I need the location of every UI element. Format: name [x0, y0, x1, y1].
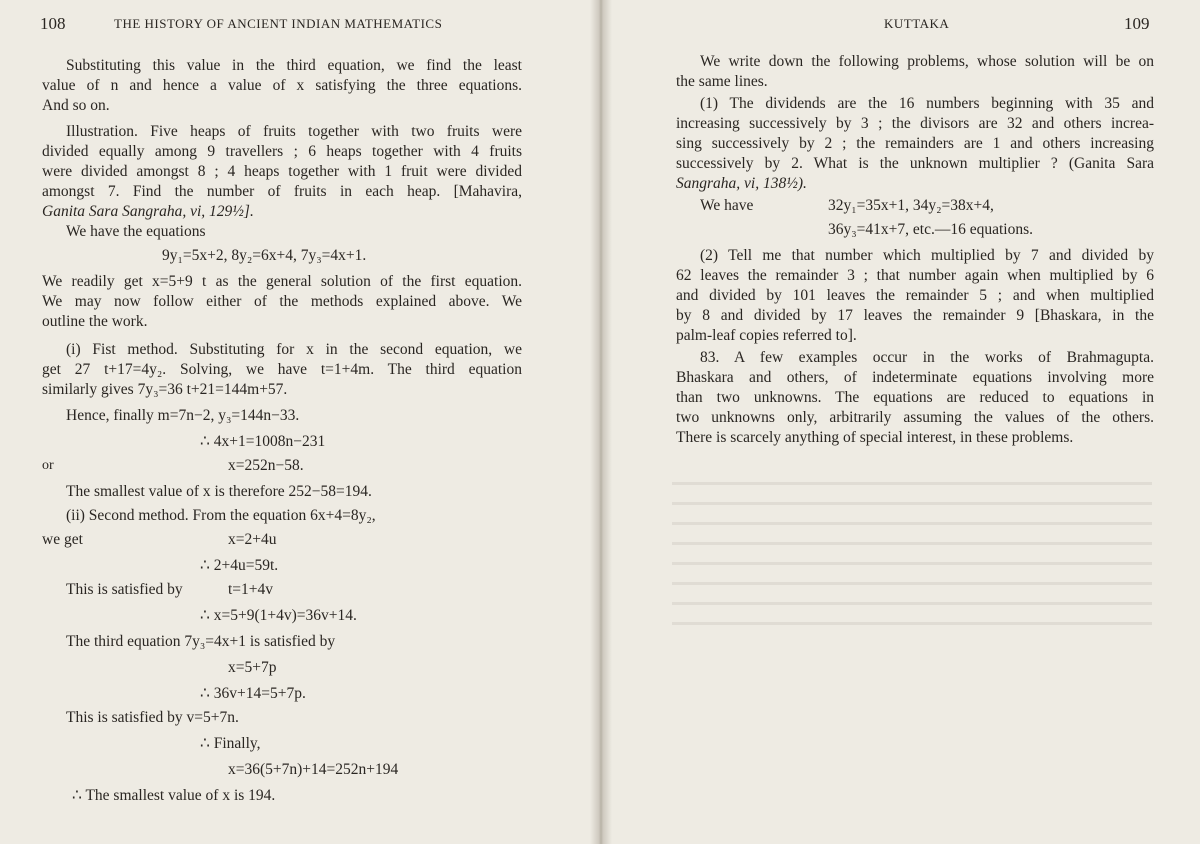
text-line: (1) The dividends are the 16 numbers beginning with 35 and: [700, 95, 1154, 112]
text-line: (i) Fist method. Substituting for x in the second equation, we: [66, 341, 522, 358]
equation: x=36(5+7n)+14=252n+194: [228, 761, 399, 778]
text-line: outline the work.: [42, 313, 148, 330]
equation: x=252n−58.: [228, 457, 304, 474]
text-line: the same lines.: [676, 73, 768, 90]
text-line: This is satisfied by: [66, 581, 183, 598]
equation: ∴ 36v+14=5+7p.: [200, 685, 306, 702]
text-line: two unknowns only, arbitrarily assuming the values of the others.: [676, 409, 1154, 426]
text-line: We may now follow either of the methods explained above. We: [42, 293, 522, 310]
text-line: amongst 7. Find the number of fruits in each heap. [Mahavira,: [42, 183, 522, 200]
text-line: ∴ The smallest value of x is 194.: [72, 787, 276, 804]
equation: x=5+7p: [228, 659, 277, 676]
illustration-line: Illustration. Five heaps of fruits together with two fruits were: [66, 123, 522, 140]
text-line: We readily get x=5+9 t as the general solution of the first equation.: [42, 273, 522, 290]
text-line: ∴ Finally,: [200, 735, 261, 752]
equation: 9y₁=5x+2, 8y₂=6x+4, 7y₃=4x+1.: [162, 247, 367, 264]
text-line: similarly gives 7y₃=36 t+21=144m+57.: [42, 381, 288, 398]
text-line: And so on.: [42, 97, 110, 114]
text-line: than two unknowns. The equations are reduced to equations in: [676, 389, 1154, 406]
equation: ∴ x=5+9(1+4v)=36v+14.: [200, 607, 357, 624]
equation: 32y₁=35x+1, 34y₂=38x+4,: [828, 197, 994, 214]
text-line: (2) Tell me that number which multiplied by 7 and divided by: [700, 247, 1154, 264]
text-line: divided equally among 9 travellers ; 6 heaps together with 4 fruits: [42, 143, 522, 160]
left-page: [0, 0, 598, 844]
equation: t=1+4v: [228, 581, 274, 598]
equation: x=2+4u: [228, 531, 277, 548]
page-number-right: 109: [1124, 14, 1150, 33]
running-head-left: THE HISTORY OF ANCIENT INDIAN MATHEMATICS: [114, 16, 443, 31]
text-line: (ii) Second method. From the equation 6x+4=8y₂,: [66, 507, 376, 524]
text-line: palm-leaf copies referred to].: [676, 327, 857, 344]
show-through-texture: [672, 470, 1152, 640]
text-line: sing successively by 2 ; the remainders are 1 and others increasing: [676, 135, 1154, 152]
text-line: There is scarcely anything of special interest, in these problems.: [676, 429, 1074, 446]
equation: ∴ 4x+1=1008n−231: [200, 433, 326, 450]
text-line: 62 leaves the remainder 3 ; that number again when multiplied by 6: [676, 267, 1154, 284]
text-line: we get: [42, 531, 83, 548]
right-page: [602, 0, 1200, 844]
equation: ∴ 2+4u=59t.: [200, 557, 279, 574]
text-line: by 8 and divided by 17 leaves the remainder 9 [Bhaskara, in the: [676, 307, 1154, 324]
book-gutter: [590, 0, 612, 844]
page-number-left: 108: [40, 14, 66, 33]
text-line: were divided amongst 8 ; 4 heaps together with 1 fruit were divided: [42, 163, 522, 180]
text-line: Hence, finally m=7n−2, y₃=144n−33.: [66, 407, 300, 424]
text-line: We have: [700, 197, 754, 214]
text-line: We have the equations: [66, 223, 206, 240]
text-line: Substituting this value in the third equation, we find the least: [66, 57, 522, 74]
section-83-line: 83. A few examples occur in the works of Brahmagupta.: [700, 349, 1154, 366]
text-line: The smallest value of x is therefore 252−58=194.: [66, 483, 372, 500]
running-head-right: KUTTAKA: [884, 16, 950, 31]
text-line: increasing successively by 3 ; the divisors are 32 and others increa-: [676, 115, 1154, 132]
text-line: The third equation 7y₃=4x+1 is satisfied by: [66, 633, 336, 650]
equation: 36y₃=41x+7, etc.—16 equations.: [828, 221, 1033, 238]
text-line: successively by 2. What is the unknown multiplier ? (Ganita Sara: [676, 155, 1154, 172]
text-line: This is satisfied by v=5+7n.: [66, 709, 239, 726]
citation-line: Ganita Sara Sangraha, vi, 129½].: [42, 203, 254, 220]
text-line: get 27 t+17=4y₂. Solving, we have t=1+4m. The third equation: [42, 361, 522, 378]
text-line: We write down the following problems, whose solution will be on: [700, 53, 1154, 70]
citation-line: Sangraha, vi, 138½).: [676, 175, 807, 192]
text-line: and divided by 101 leaves the remainder 5 ; and when multiplied: [676, 287, 1154, 304]
text-line: or: [42, 458, 54, 473]
text-line: Bhaskara and others, of indeterminate equations involving more: [676, 369, 1154, 386]
text-line: value of n and hence a value of x satisfying the three equations.: [42, 77, 522, 94]
